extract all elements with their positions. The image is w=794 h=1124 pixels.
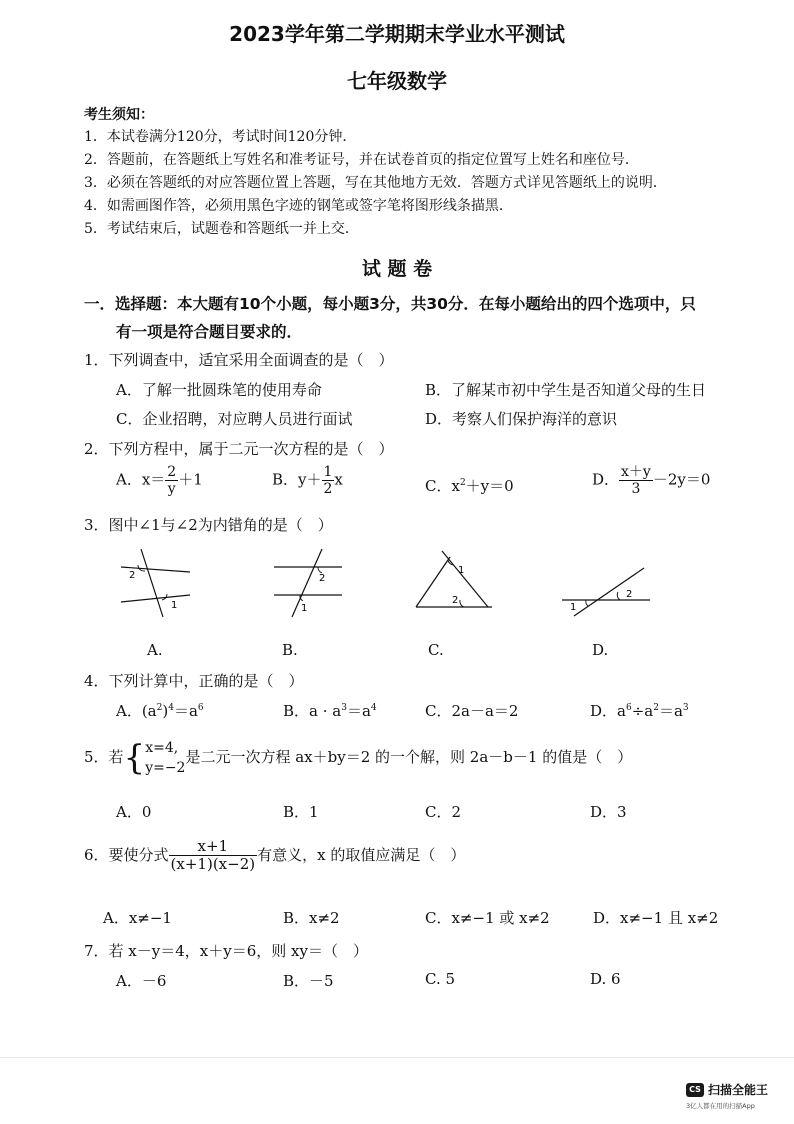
footer-divider (0, 1057, 794, 1058)
camscanner-logo-icon: CS (686, 1083, 704, 1097)
section-heading-cont: 有一项是符合题目要求的． (116, 323, 303, 341)
q2-option-b: B．y＋ $\frac{1}{2}$ x (272, 464, 343, 498)
notice-item: 1．本试卷满分120分，考试时间120分钟． (84, 129, 357, 145)
q1-option-c: C．企业招聘，对应聘人员进行面试 (116, 410, 353, 428)
q1-stem: 1．下列调查中，适宜采用全面调查的是（ ） (84, 351, 394, 369)
q5-option-c: C．2 (425, 803, 462, 821)
q2-stem: 2．下列方程中，属于二元一次方程的是（ ） (84, 440, 394, 458)
q5-option-a: A．0 (116, 803, 152, 821)
exam-title: 2023学年第二学期期末学业水平测试 (229, 22, 565, 46)
q3-figure-b (270, 545, 350, 620)
q3-option-a: A. (147, 641, 163, 659)
section-heading: 一．选择题：本大题有10个小题，每小题3分，共30分．在每小题给出的四个选项中，只 (84, 295, 696, 313)
notice-heading: 考生须知： (84, 107, 154, 123)
q2-option-a: A．x＝ $\frac{2}{y}$ ＋1 (116, 464, 203, 498)
q3-figure-a (115, 545, 195, 620)
q7-option-a: A．－6 (116, 972, 167, 990)
q7-stem: 7．若 x－y＝4，x＋y＝6，则 xy＝（ ） (84, 942, 368, 960)
q7-option-b: B．－5 (283, 972, 334, 990)
q3-option-b: B. (282, 641, 298, 659)
q6-option-c: C．x≠−1 或 x≠2 (425, 909, 550, 927)
angle-label: 2 (129, 570, 136, 581)
notice-item: 3．必须在答题纸的对应答题位置上答题，写在其他地方无效．答题方式详见答题纸上的说明． (84, 175, 667, 191)
q6-option-a: A．x≠−1 (103, 909, 172, 927)
q4-option-c: C．2a－a＝2 (425, 702, 519, 720)
exam-subtitle: 七年级数学 (347, 69, 447, 93)
q3-figure-d (560, 560, 655, 620)
q7-option-d: D. 6 (590, 970, 621, 988)
q3-option-c: C. (428, 641, 444, 659)
q4-option-a: A．$(a^2)^4=a^6$ (116, 702, 204, 720)
scanner-watermark (686, 1081, 768, 1110)
watermark-tagline: 3亿人都在用的扫描App (686, 1102, 755, 1110)
q4-option-b: B．$a \cdot a^3=a^4$ (283, 702, 377, 720)
q1-option-a: A．了解一批圆珠笔的使用寿命 (116, 381, 322, 399)
q6-option-b: B．x≠2 (283, 909, 340, 927)
q6-option-d: D．x≠−1 且 x≠2 (593, 909, 719, 927)
angle-label: 1 (171, 600, 178, 611)
q1-option-b: B．了解某市初中学生是否知道父母的生日 (425, 381, 707, 399)
angle-label: 1 (458, 565, 465, 576)
angle-label: 2 (626, 589, 633, 600)
q2-option-c: C．$x^2+y=0$ (425, 477, 514, 495)
angle-label: 2 (452, 595, 459, 606)
notice-item: 4．如需画图作答，必须用黑色字迹的钢笔或签字笔将图形线条描黑． (84, 198, 513, 214)
watermark-brand: 扫描全能王 (708, 1083, 769, 1097)
q5-option-b: B．1 (283, 803, 319, 821)
q1-option-d: D．考察人们保护海洋的意识 (425, 410, 618, 428)
angle-label: 2 (319, 573, 326, 584)
q5-stem: 5．若{ x=4, y=−2 是二元一次方程 ax＋by＝2 的一个解，则 2a－b－1 的值是（ ） (84, 738, 633, 778)
q3-figure-c (410, 545, 500, 620)
notice-item: 5．考试结束后，试题卷和答题纸一并上交． (84, 221, 359, 237)
q3-option-d: D. (592, 641, 609, 659)
q6-stem: 6．要使分式 $\frac{x+1}{(x+1)(x-2)}$ 有意义，x 的取值应满足（ ） (84, 837, 466, 874)
q4-option-d: D．$a^6\div a^2=a^3$ (590, 702, 689, 720)
angle-label: 1 (570, 602, 577, 613)
angle-label: 1 (301, 603, 308, 614)
q4-stem: 4．下列计算中，正确的是（ ） (84, 672, 304, 690)
q3-stem: 3．图中∠1与∠2为内错角的是（ ） (84, 516, 333, 534)
notice-item: 2．答题前，在答题纸上写姓名和准考证号，并在试卷首页的指定位置写上姓名和座位号． (84, 152, 639, 168)
q7-option-c: C. 5 (425, 970, 456, 988)
q2-option-d: D． $\frac{x+y}{3}$ －2y＝0 (592, 464, 711, 498)
q5-option-d: D．3 (590, 803, 627, 821)
paper-title: 试 题 卷 (361, 258, 433, 280)
